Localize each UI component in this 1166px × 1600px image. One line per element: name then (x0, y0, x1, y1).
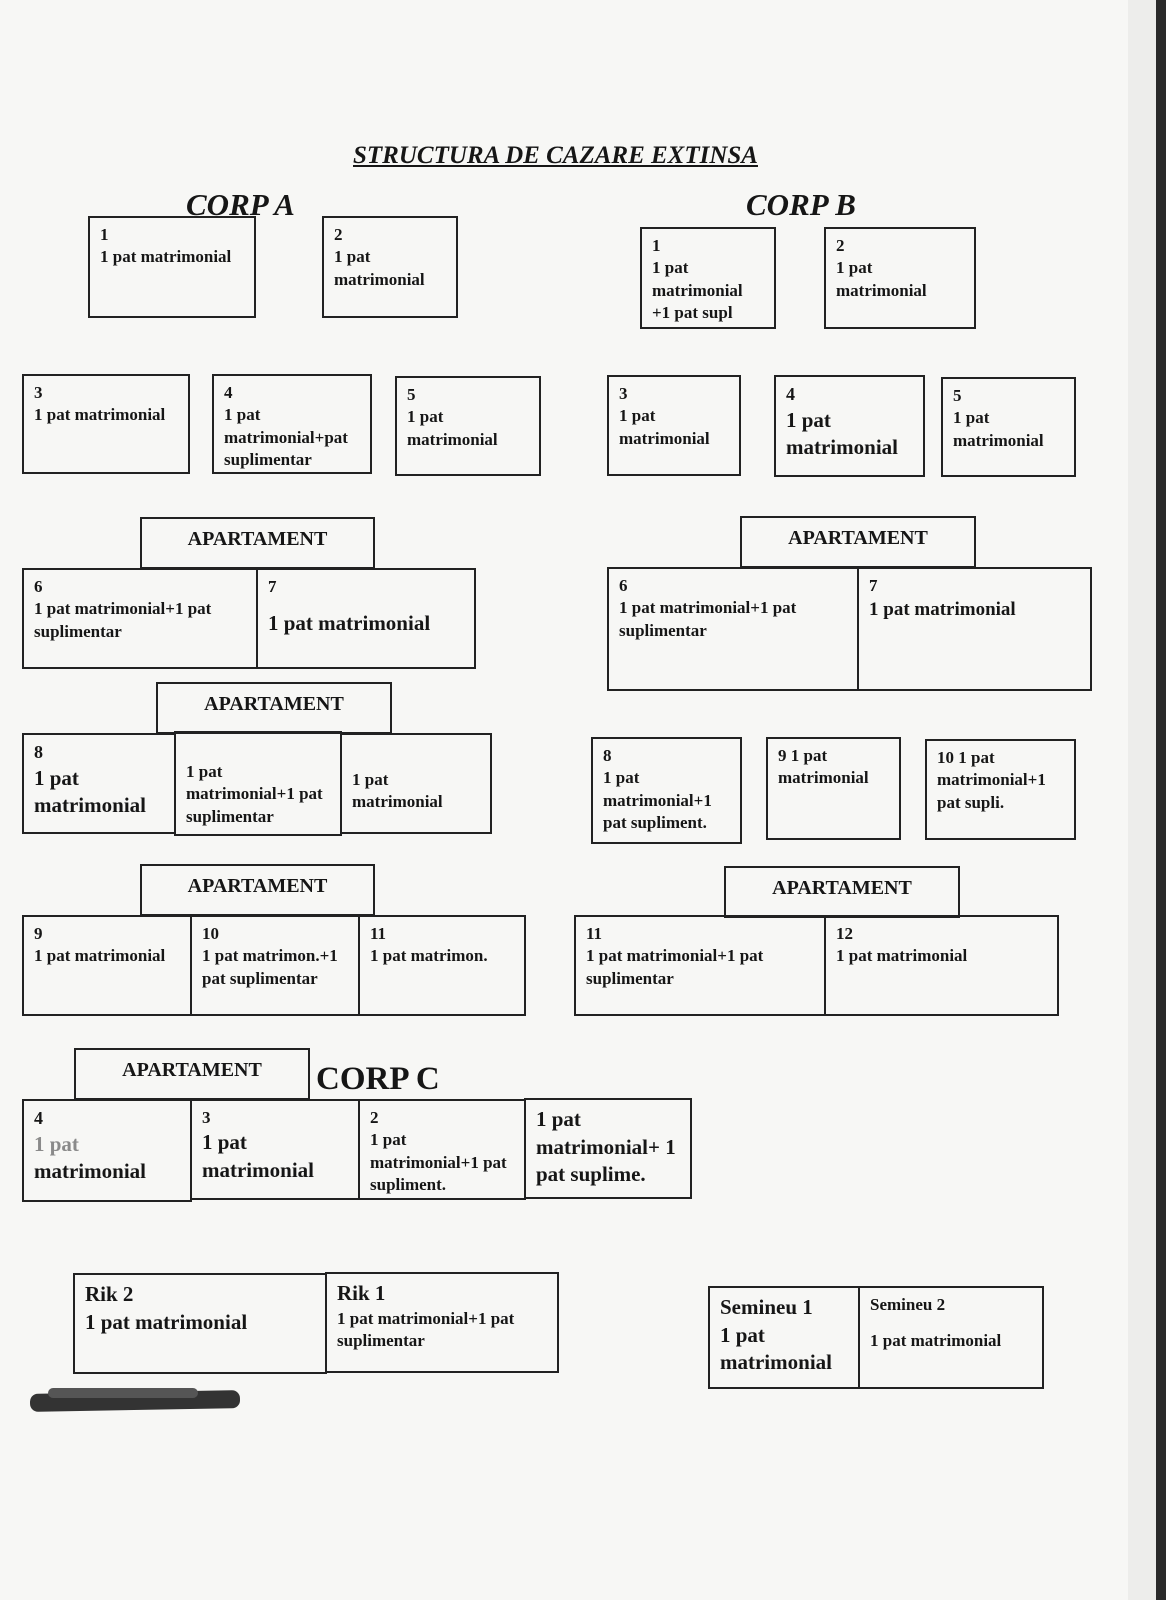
room-number: 6 (34, 577, 43, 596)
scan-margin (1128, 0, 1156, 1600)
room-beds: 1 pat matrimonial (34, 405, 166, 425)
room-beds: 1 pat matrimonial+pat suplimentar (224, 405, 348, 470)
room-a-1 (88, 216, 256, 318)
corp-a-label: CORP A (186, 187, 295, 222)
room-number: 8 (34, 742, 43, 762)
room-b-8 (591, 737, 742, 844)
room-a-4 (212, 374, 372, 474)
room-c-4 (22, 1099, 192, 1202)
room-b-12 (824, 915, 1059, 1016)
room-number: 5 (407, 385, 416, 404)
room-a-8 (22, 733, 176, 834)
room-rik-1 (325, 1272, 559, 1373)
apartment-header-a2: APARTAMENT (156, 682, 392, 734)
room-beds: 1 pat matrimonial (869, 599, 1016, 621)
room-beds: 1 pat matrimonial (836, 946, 968, 966)
room-number: 4 (786, 384, 795, 404)
room-beds: 1 pat matrimonial+1 pat suplimentar (34, 599, 212, 641)
room-b-11 (574, 915, 826, 1016)
room-a-2 (322, 216, 458, 318)
room-b-9 (766, 737, 901, 840)
room-number: 4 (224, 383, 233, 402)
room-number: 3 (202, 1108, 211, 1127)
room-number: 9 (34, 924, 43, 943)
room-beds: 1 pat matrimonial (870, 1331, 1002, 1351)
room-beds: 1 pat matrimonial +1 pat supl (652, 258, 743, 323)
room-number: 11 (586, 924, 603, 943)
room-beds: 1 pat matrimonial (778, 746, 869, 788)
room-beds: 1 pat matrimonial (786, 407, 898, 460)
room-name: Rik 1 (337, 1281, 386, 1305)
room-b-1 (640, 227, 776, 329)
room-b-6 (607, 567, 859, 691)
room-beds: 1 pat matrimon.+1 pat suplimentar (202, 946, 338, 988)
room-c-1 (524, 1098, 692, 1199)
room-beds: 1 pat matrimonial+ 1 pat suplime. (536, 1107, 676, 1187)
room-beds: 1 pat matrimonial (100, 247, 232, 267)
room-beds: 1 pat matrimonial+1 pat suplimentar (619, 598, 797, 640)
room-a-8b (174, 731, 342, 836)
room-number: 3 (619, 384, 628, 403)
room-number: 2 (836, 236, 845, 255)
room-number: 1 (100, 225, 109, 244)
room-b-2 (824, 227, 976, 329)
room-number: 6 (619, 576, 628, 595)
room-number: 11 (370, 924, 387, 943)
apartment-header-b2: APARTAMENT (724, 866, 960, 918)
room-number: 2 (370, 1108, 379, 1127)
scan-edge (1156, 0, 1166, 1600)
room-number: 2 (334, 225, 343, 244)
room-beds: 1 pat matrimonial+1 pat supliment. (370, 1130, 507, 1195)
room-number: 10 (937, 748, 954, 767)
room-beds: 1 pat matrimonial (720, 1322, 832, 1375)
room-b-3 (607, 375, 741, 476)
room-beds: matrimonial (34, 1159, 146, 1184)
room-semineu-2 (858, 1286, 1044, 1389)
room-number: 4 (34, 1108, 43, 1128)
corp-c-label: CORP C (316, 1061, 440, 1097)
room-c-3 (190, 1099, 360, 1200)
room-beds: 1 pat matrimonial (407, 407, 498, 449)
room-b-10 (925, 739, 1076, 840)
room-b-5 (941, 377, 1076, 477)
room-beds: 1 pat matrimonial (85, 1309, 248, 1334)
apartment-header-a1: APARTAMENT (140, 517, 375, 569)
room-beds: 1 pat matrimonial+1 pat suplimentar (186, 762, 323, 826)
room-number: 7 (268, 577, 277, 596)
room-beds: 1 pat matrimonial+1 pat suplimentar (337, 1308, 515, 1351)
room-name: Rik 2 (85, 1282, 134, 1306)
room-beds: 1 pat matrimonial (836, 258, 927, 300)
room-a-3 (22, 374, 190, 474)
redacted-signature-overlay (48, 1388, 198, 1398)
room-beds: 1 pat matrimonial (334, 247, 425, 289)
room-number: 3 (34, 383, 43, 402)
room-name: Semineu 1 (720, 1295, 813, 1319)
room-number: 1 (652, 236, 661, 255)
room-a-6 (22, 568, 258, 669)
room-b-4 (774, 375, 925, 477)
room-beds: 1 pat matrimonial (268, 611, 431, 636)
room-number: 12 (836, 924, 853, 943)
room-name: Semineu 2 (870, 1295, 946, 1314)
room-number: 7 (869, 576, 878, 595)
room-a-5 (395, 376, 541, 476)
room-beds: 1 pat matrimonial (953, 408, 1044, 450)
room-beds: 1 pat matrimonial (619, 406, 710, 448)
apartment-header-a3: APARTAMENT (140, 864, 375, 916)
page-title: STRUCTURA DE CAZARE EXTINSA (353, 142, 758, 169)
room-number: 5 (953, 386, 962, 405)
room-c-2 (358, 1099, 526, 1200)
room-beds: 1 pat matrimonial+1 pat supliment. (603, 768, 712, 833)
apartment-header-b1: APARTAMENT (740, 516, 976, 568)
room-number: 10 (202, 924, 219, 943)
room-beds: 1 pat matrimonial (34, 765, 146, 818)
room-a-9 (22, 915, 192, 1016)
room-beds: 1 pat matrimon. (370, 946, 488, 966)
room-beds: 1 pat matrimonial+1 pat suplimentar (586, 946, 764, 988)
room-beds-faded: 1 pat (34, 1131, 79, 1156)
room-rik-2 (73, 1273, 327, 1374)
room-beds: 1 pat matrimonial+1 pat supli. (937, 748, 1046, 812)
room-beds: 1 pat matrimonial (34, 946, 166, 966)
room-number: 9 (778, 746, 787, 765)
room-b-7 (857, 567, 1092, 691)
corp-b-label: CORP B (746, 187, 856, 222)
room-a-8c (340, 733, 492, 834)
room-a-7 (256, 568, 476, 669)
room-beds: 1 pat matrimonial (202, 1130, 314, 1183)
room-beds: 1 pat matrimonial (352, 770, 443, 812)
room-number: 8 (603, 746, 612, 765)
room-a-11 (358, 915, 526, 1016)
room-a-10 (190, 915, 360, 1016)
room-semineu-1 (708, 1286, 860, 1389)
apartment-header-c: APARTAMENT (74, 1048, 310, 1100)
